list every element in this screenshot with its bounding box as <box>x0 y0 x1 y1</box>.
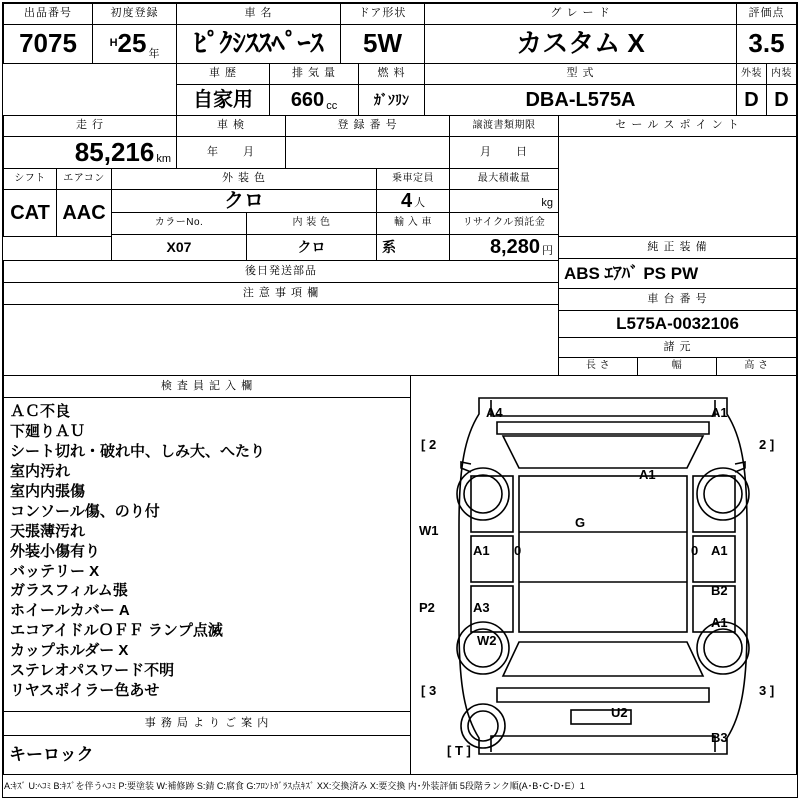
max-load-value <box>449 189 559 213</box>
transfer-deadline-label: 譲渡書類期限 <box>449 115 559 137</box>
damage-code-label: [ 3 <box>421 683 437 698</box>
aircon-value: AAC <box>56 189 112 237</box>
score-value: 3.5 <box>736 24 797 64</box>
damage-code-label: W2 <box>477 633 497 648</box>
damage-code-label: [ T ] <box>447 743 471 758</box>
sales-point-label: セ ー ル ス ポ イ ン ト <box>558 115 797 137</box>
fuel-value: ｶﾞｿﾘﾝ <box>358 84 425 116</box>
damage-code-label: 0 <box>514 543 522 558</box>
damage-code-label: W1 <box>419 523 439 538</box>
interior-color-suffix: 系 <box>382 239 396 256</box>
mileage-unit: km <box>156 153 171 166</box>
damage-code-label: A1 <box>473 543 490 558</box>
first-registration-year-unit: 年 <box>148 48 160 61</box>
sales-point-value <box>558 136 797 237</box>
max-load-label: 最大積載量 <box>449 168 559 190</box>
caution-label: 注 意 事 項 欄 <box>3 282 559 305</box>
exterior-grade-label: 外装 <box>736 63 767 85</box>
fuel-label: 燃 料 <box>358 63 425 85</box>
seats-value <box>376 189 450 213</box>
damage-code-label: A3 <box>473 600 490 615</box>
inspector-notes-title: 検 査 員 記 入 欄 <box>3 375 411 398</box>
damage-code-label: B3 <box>711 730 728 745</box>
dimension-width-label: 幅 <box>637 357 717 376</box>
inspection-year-unit: 年 <box>207 145 219 158</box>
inspector-note-line: 室内汚れ <box>10 462 71 480</box>
interior-color-label: 内 装 色 <box>246 212 377 235</box>
damage-code-legend: A:ｷｽﾞ U:ﾍｺﾐ B:ｷｽﾞを伴うﾍｺﾐ P:要塗装 W:補修跡 S:錆 C:腐食 G:ﾌﾛﾝﾄｶﾞﾗｽ点ｷｽﾞ XX:交換済み X:要交換 内･外装評価 5段階ランク順(A･B･C･D･E）1 <box>4 780 585 791</box>
interior-grade-label: 内装 <box>766 63 797 85</box>
interior-color-value <box>246 234 377 261</box>
damage-code-label: [ 2 <box>421 437 437 452</box>
inspector-note-line: ＡＣ不良 <box>10 403 71 420</box>
chassis-number-label: 車 台 番 号 <box>558 288 797 311</box>
damage-code-label: A1 <box>639 467 656 482</box>
inspection-month-unit: 月 <box>243 145 255 158</box>
recycle-deposit-value <box>449 234 559 261</box>
damage-code-label: 0 <box>691 543 699 558</box>
inspector-note-line: 下廻りＡＵ <box>10 422 86 440</box>
inspection-label: 車 検 <box>176 115 286 137</box>
door-shape-label: ドア形状 <box>340 3 425 25</box>
interior-grade-value: D <box>766 84 797 116</box>
model-code-value: DBA-L575A <box>424 84 737 116</box>
dimension-length-label: 長 さ <box>558 357 638 376</box>
door-shape-value: 5W <box>340 24 425 64</box>
inspector-note-line: 天張薄汚れ <box>10 522 86 540</box>
shift-label: シフト <box>3 168 57 190</box>
car-name-label: 車 名 <box>176 3 341 25</box>
damage-code-label: 2 ] <box>759 437 775 452</box>
history-label: 車 歴 <box>176 63 270 85</box>
seats-number: 4 <box>400 189 413 212</box>
genuine-equipment-label: 純 正 装 備 <box>558 236 797 259</box>
registration-number-value <box>285 136 450 169</box>
registration-number-label: 登 録 番 号 <box>285 115 450 137</box>
office-notice-title: 事 務 局 よ り ご 案 内 <box>3 711 411 736</box>
damage-code-label: U2 <box>611 705 628 720</box>
damage-code-label: P2 <box>419 600 435 615</box>
car-name-value: ﾋﾟｸｼｽｽﾍﾟｰｽ <box>176 24 341 64</box>
inspection-value <box>176 136 286 169</box>
history-value: 自家用 <box>176 84 270 116</box>
inspector-notes-list <box>3 397 411 712</box>
damage-code-label: G <box>575 515 586 530</box>
first-registration-year: 25 <box>117 28 147 59</box>
blank-cell-left <box>3 63 177 116</box>
exterior-color-label: 外 装 色 <box>111 168 377 190</box>
seats-label: 乗車定員 <box>376 168 450 190</box>
lot-number-label: 出品番号 <box>3 3 93 25</box>
max-load-unit: kg <box>541 197 553 210</box>
inspector-note-line: ステレオパスワード不明 <box>10 662 175 680</box>
first-registration-era: H <box>109 37 118 50</box>
mileage-value <box>3 136 177 169</box>
transfer-deadline-value <box>449 136 559 169</box>
inspector-note-line: バッテリー X <box>10 562 100 580</box>
auction-sheet <box>2 2 798 798</box>
aircon-label: エアコン <box>56 168 112 190</box>
exterior-grade-value: D <box>736 84 767 116</box>
seats-unit: 人 <box>414 197 426 210</box>
grade-value: カスタム X <box>424 24 737 64</box>
displacement-number: 660 <box>290 88 325 111</box>
inspector-note-line: 室内内張傷 <box>10 482 86 500</box>
recycle-deposit-label: リサイクル預託金 <box>449 212 559 235</box>
color-number-value: X07 <box>111 234 247 261</box>
damage-code-label: A1 <box>711 615 728 630</box>
mileage-label: 走 行 <box>3 115 177 137</box>
first-registration-value <box>92 24 177 64</box>
genuine-equipment-value: ABS ｴｱﾊﾞ PS PW <box>558 258 797 289</box>
shift-value: CAT <box>3 189 57 237</box>
damage-code-label: A4 <box>486 405 503 420</box>
import-car-value <box>376 234 450 261</box>
inspector-note-line: エコアイドルＯＦＦ ランプ点滅 <box>10 622 223 640</box>
lot-number-value: 7075 <box>3 24 93 64</box>
model-code-label: 型 式 <box>424 63 737 85</box>
later-shipment-parts-label: 後日発送部品 <box>3 260 559 283</box>
inspector-note-line: カップホルダー X <box>10 642 129 660</box>
score-label: 評価点 <box>736 3 797 25</box>
import-car-label: 輸 入 車 <box>376 212 450 235</box>
damage-code-label: 3 ] <box>759 683 775 698</box>
recycle-deposit-unit: 円 <box>542 245 553 258</box>
recycle-deposit-number: 8,280 <box>489 236 540 258</box>
displacement-value <box>269 84 359 116</box>
inspector-note-line: ホイールカバー A <box>10 602 130 620</box>
mileage-number: 85,216 <box>74 136 155 167</box>
interior-color-text: クロ <box>297 239 326 256</box>
grade-label: グ レ ー ド <box>424 3 737 25</box>
transfer-month-unit: 月 <box>480 145 492 158</box>
caution-value <box>3 304 559 376</box>
inspector-note-line: 外装小傷有り <box>10 542 101 560</box>
dimensions-label: 諸 元 <box>558 337 797 358</box>
inspector-note-line: リヤスポイラー色あせ <box>10 682 160 700</box>
damage-code-label: A1 <box>711 543 728 558</box>
displacement-unit: cc <box>326 100 338 113</box>
inspector-note-line: シート切れ・破れ中、しみ大、へたり <box>10 442 266 460</box>
car-damage-diagram <box>410 375 797 775</box>
transfer-day-unit: 日 <box>516 145 528 158</box>
chassis-number-value: L575A-0032106 <box>558 310 797 338</box>
displacement-label: 排 気 量 <box>269 63 359 85</box>
damage-code-label: B2 <box>711 583 728 598</box>
inspector-note-line: ガラスフィルム張 <box>10 582 128 600</box>
office-notice-text: キーロック <box>3 735 411 775</box>
first-registration-label: 初度登録 <box>92 3 177 25</box>
exterior-color-value: クロ <box>111 189 377 213</box>
inspector-note-line: コンソール傷、のり付 <box>10 502 160 520</box>
color-number-label: カラーNo. <box>111 212 247 235</box>
car-outline-svg <box>411 376 797 775</box>
dimension-height-label: 高 さ <box>716 357 797 376</box>
damage-code-label: A1 <box>711 405 728 420</box>
